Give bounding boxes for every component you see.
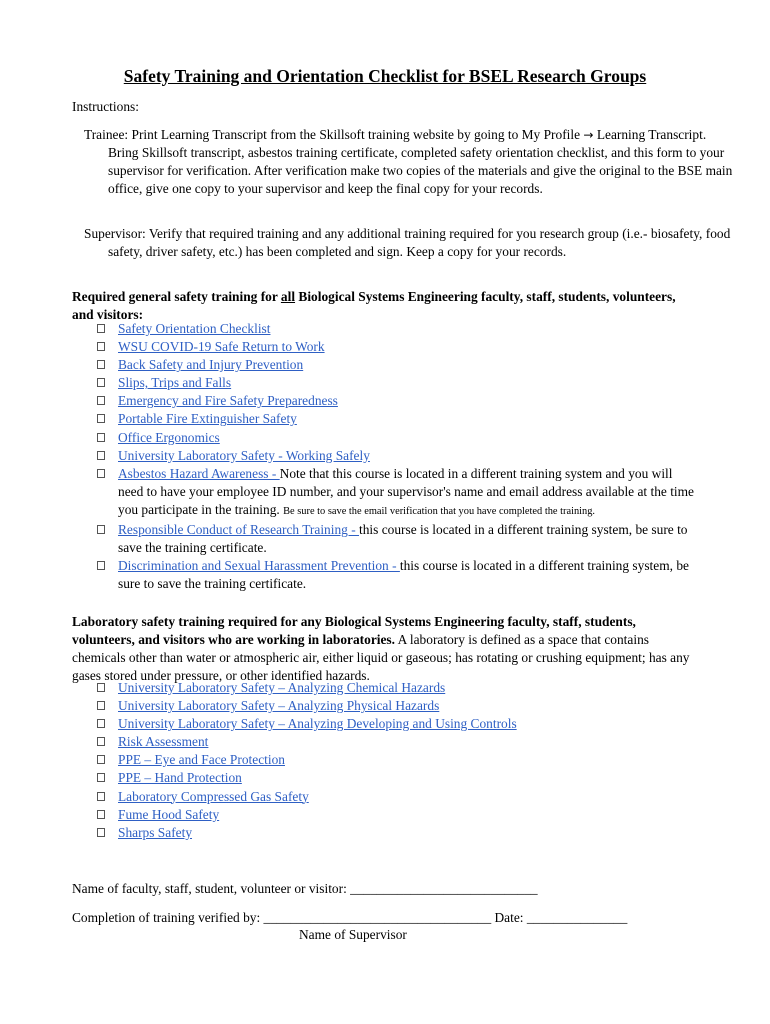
course-link[interactable]: Slips, Trips and Falls	[118, 375, 232, 391]
list-item	[72, 715, 700, 733]
course-link[interactable]: Emergency and Fire Safety Preparedness	[118, 393, 338, 409]
course-link[interactable]: Laboratory Compressed Gas Safety	[118, 788, 309, 804]
checkbox[interactable]	[97, 525, 105, 534]
checkbox[interactable]	[97, 469, 105, 478]
checkbox[interactable]	[97, 683, 105, 692]
trainee-text-2: Learning Transcript. Bring Skillsoft transcript, asbestos training certificate, completed safety orientation checklist, and this form to your supervisor for verification. After verification make two copies of the materials and give the original to the BSE main office, give one copy to your supervisor and keep the final copy for your records.	[108, 127, 733, 196]
course-link[interactable]: WSU COVID-19 Safe Return to Work	[118, 339, 325, 355]
arrow-icon: →	[583, 128, 594, 142]
general-training-list	[72, 320, 700, 593]
list-item-dsh	[72, 557, 700, 593]
trainee-text-1: Print Learning Transcript from the Skillsoft training website by going to My Profile	[131, 127, 581, 142]
course-link[interactable]: PPE – Hand Protection	[118, 770, 242, 786]
asbestos-note: Note that this course is located in a different training system and you will need to have your employee ID number, and your supervisor's name and email address available at the time you participate in the training.	[118, 465, 694, 517]
checkbox[interactable]	[97, 792, 105, 801]
dsh-course-link[interactable]: Discrimination and Sexual Harassment Prevention -	[118, 558, 400, 574]
instructions-label: Instructions:	[72, 99, 139, 114]
course-link[interactable]: PPE – Eye and Face Protection	[118, 752, 285, 768]
list-item	[72, 447, 700, 465]
checkbox[interactable]	[97, 433, 105, 442]
checkbox[interactable]	[97, 360, 105, 369]
course-link[interactable]: Safety Orientation Checklist	[118, 321, 271, 336]
list-item	[72, 824, 700, 842]
list-item	[72, 806, 700, 824]
checkbox[interactable]	[97, 828, 105, 837]
verification-line[interactable]: Completion of training verified by: __________________________________ Date: _______________	[72, 910, 628, 925]
course-link[interactable]: Fume Hood Safety	[118, 806, 220, 822]
checkbox[interactable]	[97, 561, 105, 570]
list-item	[72, 751, 700, 769]
course-link[interactable]: Portable Fire Extinguisher Safety	[118, 411, 297, 427]
list-item	[72, 429, 700, 447]
supervisor-instructions	[72, 225, 736, 261]
list-item	[72, 679, 700, 697]
checkbox[interactable]	[97, 324, 105, 333]
page-title: Safety Training and Orientation Checklist for BSEL Research Groups	[123, 66, 647, 86]
checkbox[interactable]	[97, 737, 105, 746]
list-item	[72, 392, 700, 410]
course-link[interactable]: University Laboratory Safety - Working Safely	[118, 447, 370, 463]
general-training-heading	[72, 288, 700, 324]
supervisor-name-caption: Name of Supervisor	[299, 927, 407, 942]
checkbox[interactable]	[97, 414, 105, 423]
checkbox[interactable]	[97, 396, 105, 405]
lab-heading-bold: Laboratory safety training required for any Biological Systems Engineering faculty, staff, students, volunteers, and visitors who are working in laboratories.	[72, 614, 636, 647]
list-item-asbestos	[72, 465, 700, 521]
checkbox[interactable]	[97, 719, 105, 728]
list-item	[72, 697, 700, 715]
dsh-note: this course is located in a different training system, be sure to save the training certificate.	[118, 558, 689, 592]
list-item	[72, 733, 700, 751]
trainee-instructions	[72, 126, 736, 198]
checkbox[interactable]	[97, 701, 105, 710]
rcr-note: this course is located in a different training system, be sure to save the training certificate.	[118, 522, 688, 556]
course-link[interactable]: University Laboratory Safety – Analyzing Developing and Using Controls	[118, 716, 517, 732]
list-item	[72, 410, 700, 428]
course-link[interactable]: Risk Assessment	[118, 734, 209, 750]
list-item	[72, 356, 700, 374]
course-link[interactable]: University Laboratory Safety – Analyzing Chemical Hazards	[118, 680, 446, 695]
general-heading-pre: Required general safety training for	[72, 289, 281, 304]
course-link[interactable]: University Laboratory Safety – Analyzing Physical Hazards	[118, 698, 440, 714]
course-link[interactable]: Back Safety and Injury Prevention	[118, 357, 304, 373]
trainee-label: Trainee:	[84, 127, 129, 142]
list-item	[72, 338, 700, 356]
checkbox[interactable]	[97, 451, 105, 460]
checkbox[interactable]	[97, 342, 105, 351]
list-item	[72, 374, 700, 392]
general-heading-post: Biological Systems Engineering faculty, staff, students, volunteers, and visitors:	[72, 289, 676, 322]
list-item	[72, 320, 700, 338]
course-link[interactable]: Sharps Safety	[118, 824, 193, 840]
lab-training-list	[72, 679, 700, 842]
supervisor-text: Verify that required training and any additional training required for you research group (i.e.- biosafety, food safety, driver safety, etc.) has been completed and sign. Keep a copy for your records.	[108, 226, 731, 259]
supervisor-label: Supervisor:	[84, 226, 146, 241]
asbestos-course-link[interactable]: Asbestos Hazard Awareness -	[118, 465, 280, 481]
visitor-name-line[interactable]: Name of faculty, staff, student, volunteer or visitor: ____________________________	[72, 881, 538, 896]
course-link[interactable]: Office Ergonomics	[118, 429, 220, 445]
checkbox[interactable]	[97, 810, 105, 819]
checkbox[interactable]	[97, 773, 105, 782]
rcr-course-link[interactable]: Responsible Conduct of Research Training -	[118, 522, 360, 538]
list-item-rcr	[72, 521, 700, 557]
list-item	[72, 788, 700, 806]
general-heading-all: all	[280, 289, 296, 304]
checkbox[interactable]	[97, 755, 105, 764]
lab-heading-rest: A laboratory is defined as a space that contains chemicals other than water or atmospheric air, either liquid or gaseous; has rotating or crushing equipment; has any gases stored under pressure, or other identified hazards.	[72, 632, 690, 683]
checkbox[interactable]	[97, 378, 105, 387]
lab-training-heading	[72, 613, 700, 685]
asbestos-small-note: Be sure to save the email verification that you have completed the training.	[283, 505, 596, 517]
list-item	[72, 769, 700, 787]
